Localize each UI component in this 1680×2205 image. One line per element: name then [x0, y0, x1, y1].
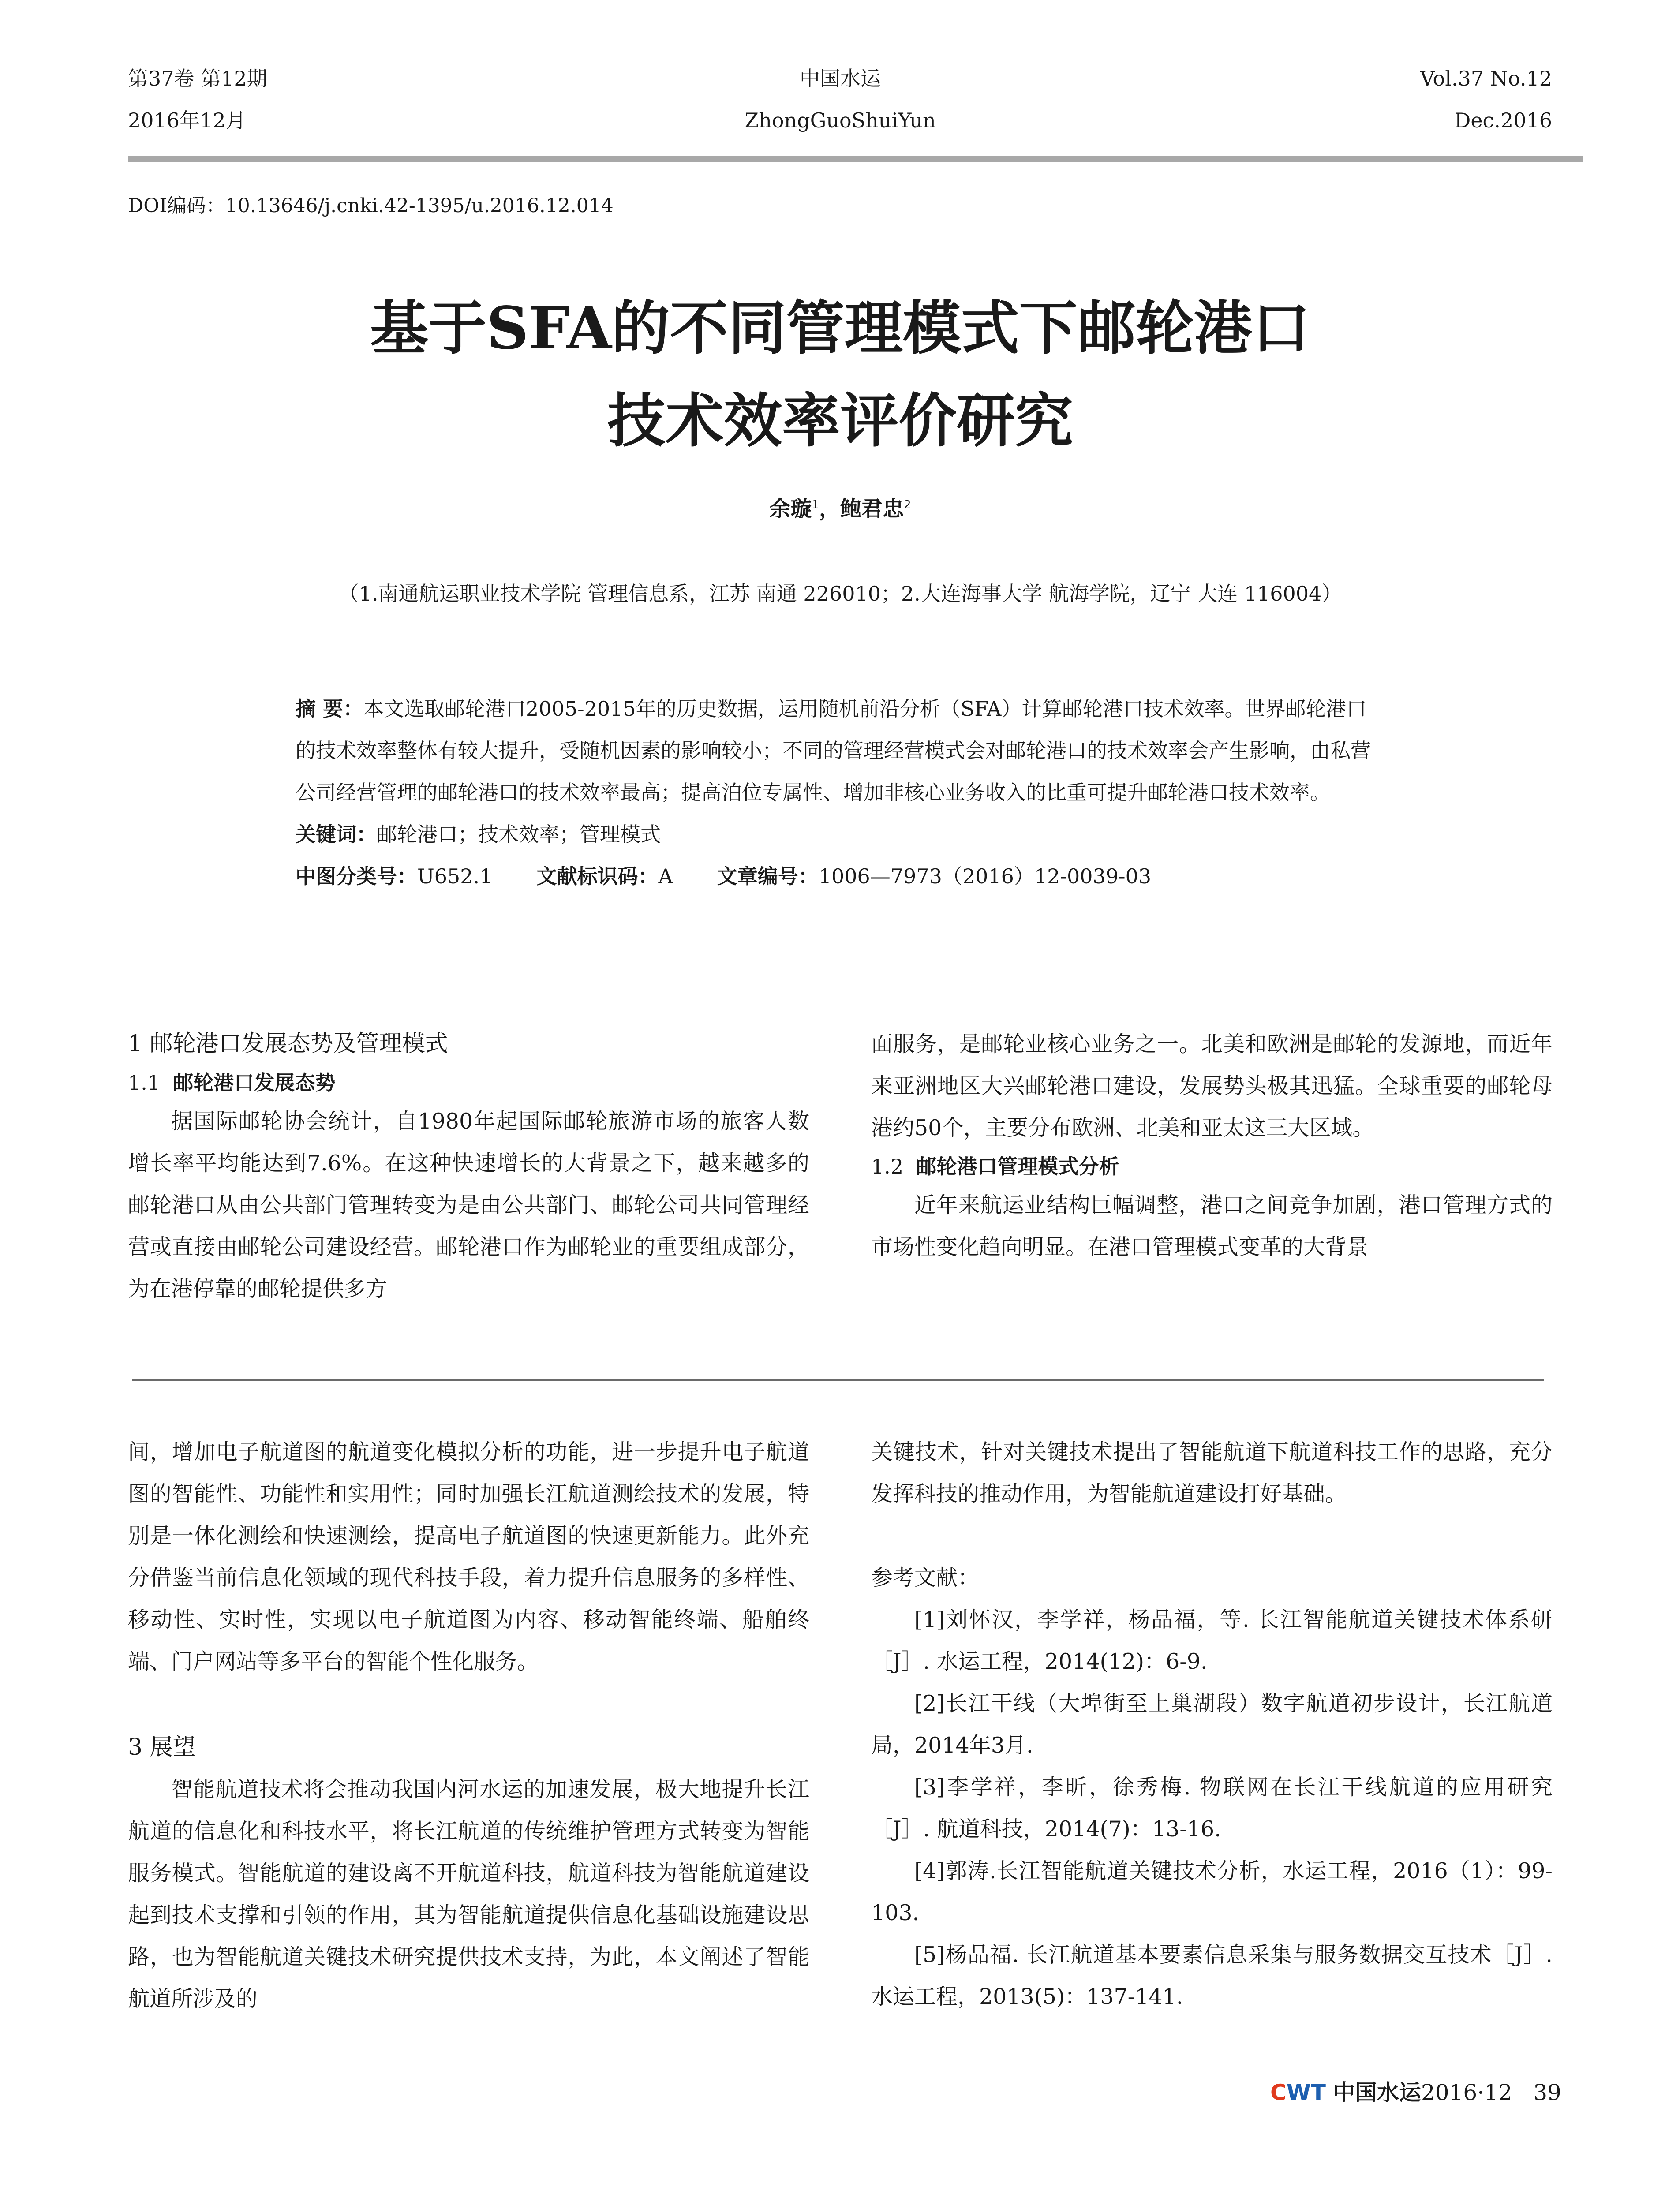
references-heading: 参考文献：	[871, 1565, 980, 1590]
article-title	[128, 282, 1553, 467]
author-1-affil-mark: 1	[812, 498, 819, 512]
cwt-logo-c: C	[1270, 2080, 1287, 2105]
body-top-right-column	[871, 1023, 1553, 1268]
subsection-1-2-heading	[871, 1149, 1553, 1184]
authors	[128, 492, 1553, 522]
affiliations: （1.南通航运职业技术学院 管理信息系，江苏 南通 226010；2.大连海事大学 航海学院，辽宁 大连 116004）	[338, 582, 1342, 605]
body-bottom-left-column	[128, 1431, 809, 2020]
article-no-value: 1006—7973（2016）12-0039-03	[818, 864, 1152, 888]
header-volume-issue: 第37卷 第12期	[128, 67, 267, 90]
subsection-1-1-title: 邮轮港口发展态势	[173, 1071, 336, 1095]
keywords: 邮轮港口；技术效率；管理模式	[377, 822, 661, 846]
subsection-1-1-heading	[128, 1065, 809, 1100]
classification-line	[296, 856, 1385, 897]
header-vol-no: Vol.37 No.12	[1420, 67, 1552, 90]
page-footer	[1270, 2075, 1561, 2107]
body-bottom-right-column	[871, 1431, 1553, 2018]
body-top-left-column	[128, 1023, 809, 1310]
author-1: 余璇	[769, 497, 812, 521]
clc-value: U652.1	[417, 864, 493, 888]
paragraph-3: 智能航道技术将会推动我国内河水运的加速发展，极大地提升长江航道的信息化和科技水平，将长江航道的传统维护管理方式转变为智能服务模式。智能航道的建设离不开航道科技，航道科技为智能航道建设起到技术支撑和引领的作用，其为智能航道提供信息化基础设施建设思路，也为智能航道关键技术研究提供技术支持，为此，本文阐述了智能航道所涉及的	[128, 1777, 809, 2011]
keywords-label: 关键词：	[296, 822, 377, 846]
header-journal-name: 中国水运	[800, 67, 881, 90]
footer-issue: 2016·12	[1421, 2080, 1512, 2105]
header-date-en: Dec.2016	[1454, 108, 1552, 132]
author-2: 鲍君忠	[840, 497, 904, 521]
subsection-1-1-number: 1.1	[128, 1071, 161, 1095]
author-2-affil-mark: 2	[904, 498, 911, 512]
header-divider	[128, 156, 1583, 162]
references	[871, 1557, 1553, 2018]
page-number: 39	[1533, 2080, 1561, 2105]
section-1-heading: 1 邮轮港口发展态势及管理模式	[128, 1031, 448, 1057]
reference-item: [5]杨品福. 长江航道基本要素信息采集与服务数据交互技术［J］. 水运工程，2013(5)：137-141.	[871, 1942, 1553, 2009]
doc-code-label: 文献标识码：	[536, 864, 659, 888]
title-line-1: 基于SFA的不同管理模式下邮轮港口	[370, 294, 1310, 363]
section-divider	[132, 1379, 1544, 1381]
header-journal-pinyin: ZhongGuoShuiYun	[745, 108, 936, 132]
abstract-label: 摘 要：	[296, 697, 364, 721]
abstract-text: 本文选取邮轮港口2005-2015年的历史数据，运用随机前沿分析（SFA）计算邮轮港口技术效率。世界邮轮港口的技术效率整体有较大提升，受随机因素的影响较小；不同的管理经营模式会对邮轮港口的技术效率会产生影响，由私营公司经营管理的邮轮港口的技术效率最高；提高泊位专属性、增加非核心业务收入的比重可提升邮轮港口技术效率。	[296, 697, 1371, 804]
section-3-heading: 3 展望	[128, 1734, 196, 1760]
paragraph-1-2: 近年来航运业结构巨幅调整，港口之间竞争加剧，港口管理方式的市场性变化趋向明显。在港口管理模式变革的大背景	[871, 1192, 1553, 1259]
article-no-label: 文章编号：	[717, 864, 819, 888]
doc-code-value: A	[658, 864, 673, 888]
clc-label: 中图分类号：	[296, 864, 417, 888]
paragraph-1-1-continued: 面服务，是邮轮业核心业务之一。北美和欧洲是邮轮的发源地，而近年来亚洲地区大兴邮轮港口建设，发展势头极其迅猛。全球重要的邮轮母港约50个，主要分布欧洲、北美和亚太这三大区域。	[871, 1031, 1553, 1140]
reference-item: [4]郭涛.长江智能航道关键技术分析，水运工程，2016（1）：99-103.	[871, 1858, 1553, 1925]
title-line-2: 技术效率评价研究	[607, 387, 1073, 455]
cwt-logo-wt: WT	[1286, 2080, 1326, 2105]
reference-item: [1]刘怀汉，李学祥，杨品福，等. 长江智能航道关键技术体系研［J］. 水运工程，2014(12)：6-9.	[871, 1607, 1553, 1674]
footer-journal-name: 中国水运	[1332, 2079, 1421, 2105]
paragraph-continued: 间，增加电子航道图的航道变化模拟分析的功能，进一步提升电子航道图的智能性、功能性和实用性；同时加强长江航道测绘技术的发展，特别是一体化测绘和快速测绘，提高电子航道图的快速更新能力。此外充分借鉴当前信息化领域的现代科技手段，着力提升信息服务的多样性、移动性、实时性，实现以电子航道图为内容、移动智能终端、船舶终端、门户网站等多平台的智能个性化服务。	[128, 1439, 809, 1674]
paragraph-1-1: 据国际邮轮协会统计，自1980年起国际邮轮旅游市场的旅客人数增长率平均能达到7.6%。在这种快速增长的大背景之下，越来越多的邮轮港口从由公共部门管理转变为是由公共部门、邮轮公司共同管理经营或直接由邮轮公司建设经营。邮轮港口作为邮轮业的重要组成部分，为在港停靠的邮轮提供多方	[128, 1109, 809, 1301]
doi-line: DOI编码：10.13646/j.cnki.42-1395/u.2016.12.014	[128, 194, 614, 217]
reference-item: [3]李学祥，李昕，徐秀梅. 物联网在长江干线航道的应用研究［J］. 航道科技，2014(7)：13-16.	[871, 1775, 1553, 1842]
header-date: 2016年12月	[128, 108, 246, 132]
abstract-block	[296, 688, 1385, 897]
author-separator: ，	[819, 497, 840, 521]
abstract-paragraph	[296, 688, 1385, 814]
subsection-1-2-number: 1.2	[871, 1155, 904, 1178]
keywords-line	[296, 814, 1385, 856]
paragraph-3-continued: 关键技术，针对关键技术提出了智能航道下航道科技工作的思路，充分发挥科技的推动作用，为智能航道建设打好基础。	[871, 1439, 1553, 1506]
subsection-1-2-title: 邮轮港口管理模式分析	[916, 1155, 1119, 1178]
reference-item: [2]长江干线（大埠街至上巢湖段）数字航道初步设计，长江航道局，2014年3月.	[871, 1691, 1553, 1758]
